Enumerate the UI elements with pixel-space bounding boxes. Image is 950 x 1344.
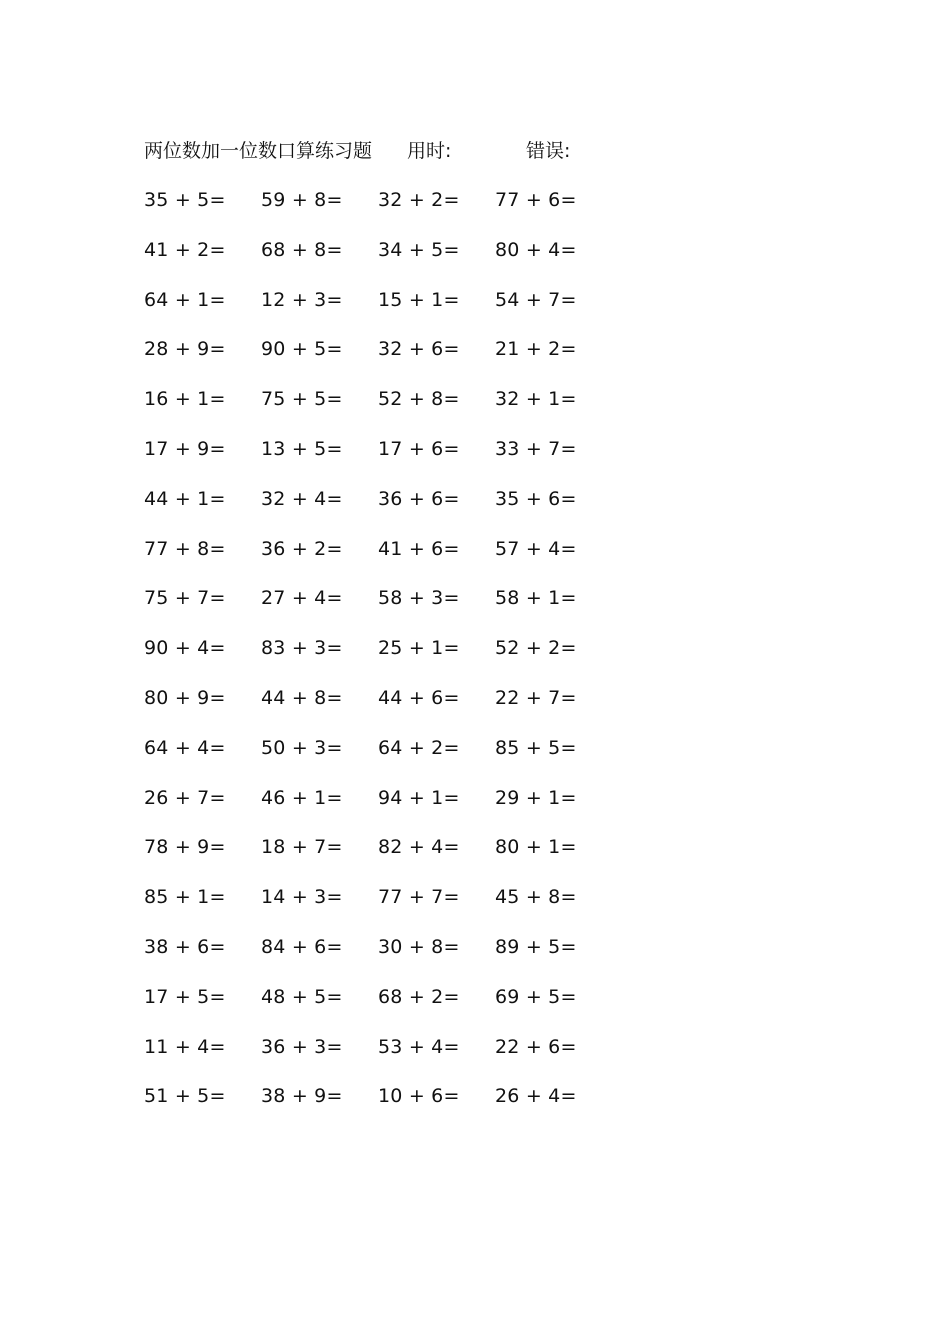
problem-item: 34 + 5= — [378, 238, 460, 261]
problem-item: 77 + 8= — [144, 537, 226, 560]
problem-item: 38 + 6= — [144, 935, 226, 958]
problem-item: 22 + 7= — [495, 686, 577, 709]
problem-item: 64 + 4= — [144, 736, 226, 759]
problem-item: 36 + 6= — [378, 487, 460, 510]
problem-row — [144, 384, 624, 434]
problem-item: 36 + 2= — [261, 537, 343, 560]
problem-item: 77 + 6= — [495, 189, 577, 211]
problem-item: 54 + 7= — [495, 288, 577, 311]
problem-row — [144, 832, 624, 882]
problem-item: 45 + 8= — [495, 886, 577, 909]
problem-item: 75 + 5= — [261, 388, 343, 411]
problem-row — [144, 285, 624, 335]
time-used-label: 用时: — [407, 140, 452, 162]
problem-item: 59 + 8= — [261, 189, 343, 211]
problem-item: 64 + 2= — [378, 736, 460, 759]
problem-item: 80 + 4= — [495, 238, 577, 261]
problem-item: 32 + 6= — [378, 338, 460, 361]
problem-item: 17 + 5= — [144, 985, 226, 1008]
problem-item: 51 + 5= — [144, 1085, 226, 1108]
problem-item: 30 + 8= — [378, 935, 460, 958]
problem-row — [144, 235, 624, 285]
problem-item: 58 + 3= — [378, 587, 460, 610]
problem-item: 32 + 1= — [495, 388, 577, 411]
problem-item: 85 + 1= — [144, 886, 226, 909]
problem-item: 75 + 7= — [144, 587, 226, 610]
problem-item: 41 + 2= — [144, 238, 226, 261]
problem-item: 78 + 9= — [144, 836, 226, 859]
problem-item: 84 + 6= — [261, 935, 343, 958]
problem-row — [144, 1081, 624, 1131]
problem-item: 26 + 7= — [144, 786, 226, 809]
problem-item: 18 + 7= — [261, 836, 343, 859]
problem-row — [144, 583, 624, 633]
problem-row — [144, 932, 624, 982]
worksheet-title: 两位数加一位数口算练习题 — [144, 140, 373, 162]
problem-row — [144, 783, 624, 833]
problem-item: 52 + 8= — [378, 388, 460, 411]
problem-row — [144, 982, 624, 1032]
problem-item: 35 + 5= — [144, 189, 226, 211]
problem-item: 26 + 4= — [495, 1085, 577, 1108]
problem-row — [144, 484, 624, 534]
problem-row — [144, 1032, 624, 1082]
problem-item: 17 + 9= — [144, 437, 226, 460]
problem-row — [144, 334, 624, 384]
problem-item: 10 + 6= — [378, 1085, 460, 1108]
problem-item: 48 + 5= — [261, 985, 343, 1008]
problem-item: 57 + 4= — [495, 537, 577, 560]
problem-item: 13 + 5= — [261, 437, 343, 460]
problem-row — [144, 683, 624, 733]
problem-item: 69 + 5= — [495, 985, 577, 1008]
problem-item: 94 + 1= — [378, 786, 460, 809]
problem-item: 28 + 9= — [144, 338, 226, 361]
problem-item: 29 + 1= — [495, 786, 577, 809]
problem-row — [144, 882, 624, 932]
problem-item: 11 + 4= — [144, 1035, 226, 1058]
problem-item: 32 + 2= — [378, 189, 460, 211]
problem-item: 64 + 1= — [144, 288, 226, 311]
problem-item: 41 + 6= — [378, 537, 460, 560]
problem-item: 53 + 4= — [378, 1035, 460, 1058]
problem-item: 85 + 5= — [495, 736, 577, 759]
problem-item: 44 + 1= — [144, 487, 226, 510]
problem-item: 12 + 3= — [261, 288, 343, 311]
problem-item: 83 + 3= — [261, 637, 343, 660]
problem-item: 32 + 4= — [261, 487, 343, 510]
problem-item: 36 + 3= — [261, 1035, 343, 1058]
problem-item: 58 + 1= — [495, 587, 577, 610]
problem-row — [144, 534, 624, 584]
problem-item: 80 + 1= — [495, 836, 577, 859]
problem-item: 90 + 5= — [261, 338, 343, 361]
problem-item: 35 + 6= — [495, 487, 577, 510]
problem-item: 82 + 4= — [378, 836, 460, 859]
problem-item: 33 + 7= — [495, 437, 577, 460]
problem-row — [144, 633, 624, 683]
problem-item: 22 + 6= — [495, 1035, 577, 1058]
problem-item: 27 + 4= — [261, 587, 343, 610]
problem-item: 14 + 3= — [261, 886, 343, 909]
problem-item: 80 + 9= — [144, 686, 226, 709]
problem-item: 25 + 1= — [378, 637, 460, 660]
problem-grid — [144, 185, 624, 1131]
problem-item: 52 + 2= — [495, 637, 577, 660]
problem-item: 68 + 2= — [378, 985, 460, 1008]
worksheet-header — [144, 137, 664, 165]
problem-item: 38 + 9= — [261, 1085, 343, 1108]
problem-item: 68 + 8= — [261, 238, 343, 261]
problem-item: 15 + 1= — [378, 288, 460, 311]
problem-item: 44 + 8= — [261, 686, 343, 709]
problem-item: 17 + 6= — [378, 437, 460, 460]
problem-item: 50 + 3= — [261, 736, 343, 759]
errors-label: 错误: — [526, 140, 571, 162]
problem-row — [144, 733, 624, 783]
problem-item: 21 + 2= — [495, 338, 577, 361]
problem-item: 16 + 1= — [144, 388, 226, 411]
problem-item: 46 + 1= — [261, 786, 343, 809]
problem-item: 44 + 6= — [378, 686, 460, 709]
problem-item: 90 + 4= — [144, 637, 226, 660]
problem-item: 89 + 5= — [495, 935, 577, 958]
problem-item: 77 + 7= — [378, 886, 460, 909]
problem-row — [144, 434, 624, 484]
problem-row — [144, 185, 624, 235]
